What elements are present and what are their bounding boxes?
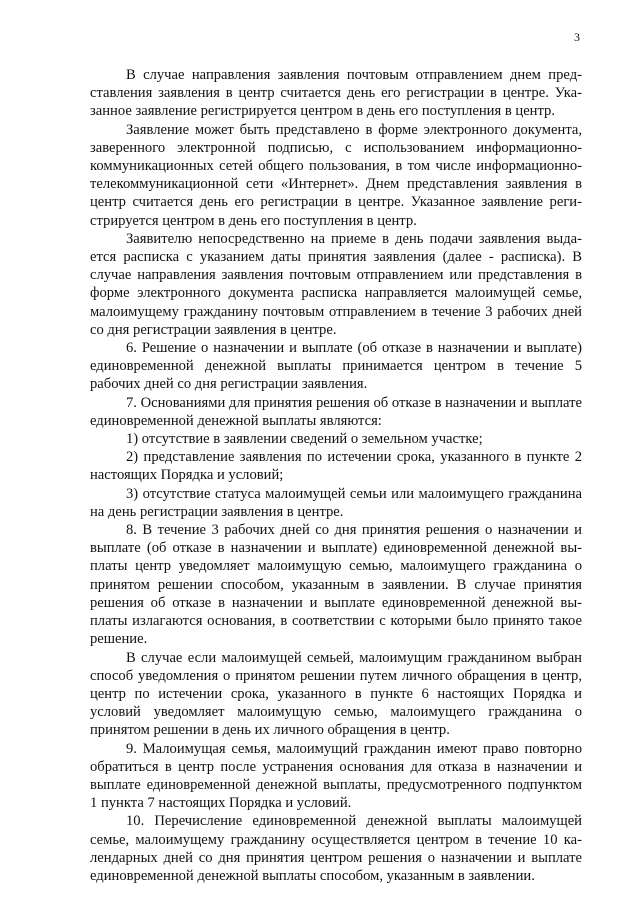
list-item: 3) отсутствие статуса малоимущей семьи или малоимущего гражданина на день регистрации заявления в центре.	[90, 485, 582, 520]
paragraph: 9. Малоимущая семья, малоимущий гражданин имеют право повторно обратиться в центр после устранения основания для отказа в назначении и выплате единовременной денежной выплаты, предусмотренного подпунктом 1 пункта 7 настоящих Порядка и условий.	[90, 740, 582, 812]
list-item: 2) представление заявления по истечении срока, указанного в пункте 2 настоящих Порядка и условий;	[90, 449, 582, 484]
list-item: 1) отсутствие в заявлении сведений о земельном участке;	[126, 431, 483, 448]
document-body	[90, 66, 582, 885]
paragraph: В случае направления заявления почтовым отправлением днем представления заявления в центр считается день его регистрации в центре. Указанное заявление регистрируется центром в день его поступления в центр.	[90, 67, 582, 120]
paragraph: 6. Решение о назначении и выплате (об отказе в назначении и выплате) единовременной денежной выплаты принимается центром в течение 5 рабочих дней со дня регистрации заявления.	[90, 340, 582, 393]
paragraph: В случае если малоимущей семьей, малоимущим гражданином выбран способ уведомления о принятом решении путем личного обращения в центр, центр по истечении срока, указанного в пункте 6 настоящих Порядка и условий уведомляет малоимущую семью, малоимущего гражданина о принятом решении в день их личного обращения в центр.	[90, 649, 582, 739]
paragraph: 8. В течение 3 рабочих дней со дня принятия решения о назначении и выплате (об отказе в назначении и выплате) единовременной денежной выплаты центр уведомляет малоимущую семью, малоимущего гражданина о принятом решении способом, указанным в заявлении. В случае принятия решения об отказе в назначении и выплате единовременной денежной выплаты излагаются основания, в соответствии с которыми было принято такое решение.	[90, 522, 582, 648]
paragraph: 7. Основаниями для принятия решения об отказе в назначении и выплате единовременной денежной выплаты являются:	[90, 394, 582, 429]
paragraph: Заявителю непосредственно на приеме в день подачи заявления выдается расписка с указанием даты принятия заявления (далее - расписка). В случае направления заявления почтовым отправлением или представления в форме электронного документа расписка направляется малоимущей семье, малоимущему гражданину почтовым отправлением в течение 3 рабочих дней со дня регистрации заявления в центре.	[90, 230, 582, 338]
paragraph: 10. Перечисление единовременной денежной выплаты малоимущей семье, малоимущему гражданину осуществляется центром в течение 10 календарных дней со дня принятия центром решения о назначении и выплате единовременной денежной выплаты способом, указанным в заявлении.	[90, 813, 582, 884]
paragraph: Заявление может быть представлено в форме электронного документа, заверенного электронной подписью, с использованием информационно-коммуникационных сетей общего пользования, в том числе информационно-телекоммуникационной сети «Интернет». Днем представления заявления в центр считается день его регистрации в центре. Указанное заявление регистрируется центром в день его поступления в центр.	[90, 121, 582, 229]
page-number: 3	[574, 30, 580, 44]
